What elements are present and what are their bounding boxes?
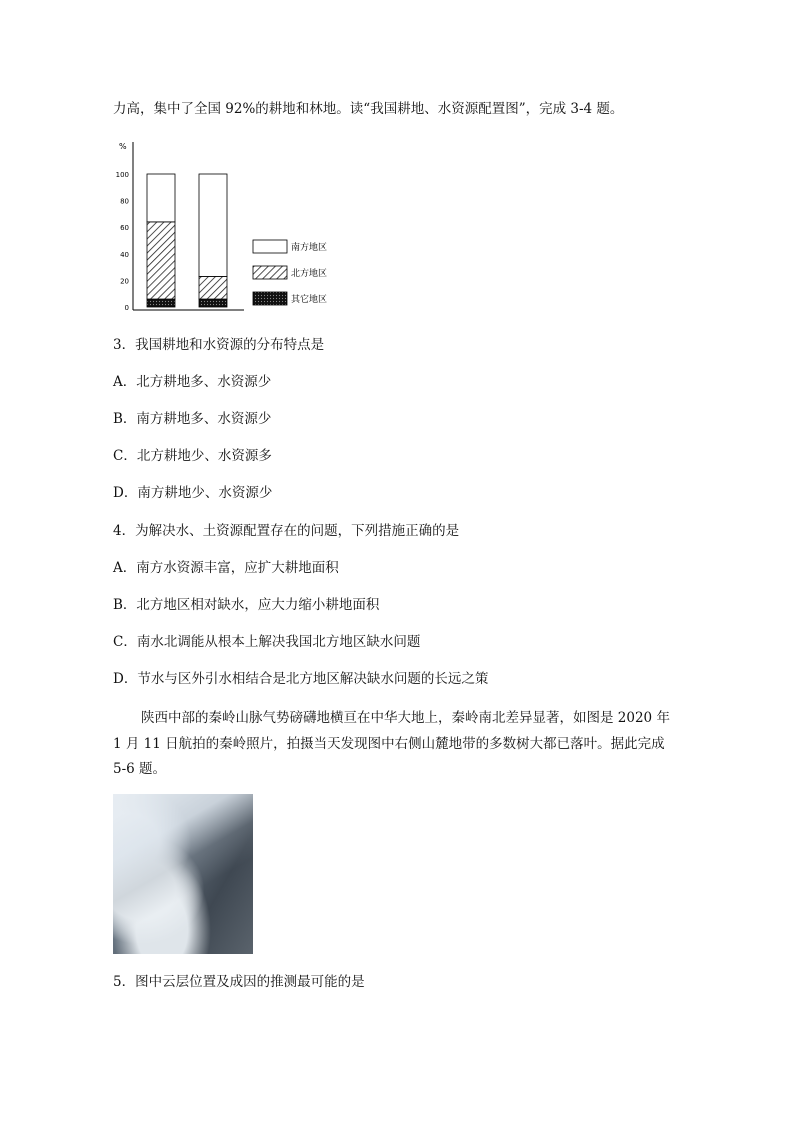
q4-stem: 4．为解决水、土资源配置存在的问题，下列措施正确的是 (113, 523, 460, 539)
legend-label: 其它地区 (291, 295, 328, 305)
passage-line-1: 陕西中部的秦岭山脉气势磅礴地横亘在中华大地上，秦岭南北差异显著，如图是 2020 年 (141, 710, 670, 726)
passage-line-2: 1 月 11 日航拍的秦岭照片，拍摄当天发现图中右侧山麓地带的多数树大都已落叶。据此完成 (113, 736, 665, 752)
bar-segment (199, 276, 227, 299)
q3-stem: 3．我国耕地和水资源的分布特点是 (113, 337, 325, 353)
qinling-aerial-photo (113, 794, 253, 954)
water-land-chart (113, 138, 373, 318)
bar-segment (147, 299, 175, 307)
intro-line: 力高，集中了全国 92%的耕地和林地。读“我国耕地、水资源配置图”，完成 3-4 题。 (113, 101, 624, 117)
q3-option-d: D．南方耕地少、水资源少 (113, 485, 273, 501)
legend-label: 北方地区 (291, 269, 328, 279)
bar-segment (199, 299, 227, 307)
legend-swatch (253, 240, 287, 253)
y-tick-label: 20 (120, 277, 129, 286)
bar-segment (147, 222, 175, 299)
legend-swatch (253, 266, 287, 279)
bar-segment (199, 174, 227, 276)
y-tick-label: 0 (124, 304, 129, 312)
y-tick-label: 40 (120, 250, 129, 259)
q4-option-c: C．南水北调能从根本上解决我国北方地区缺水问题 (113, 634, 421, 650)
y-tick-label: 80 (120, 197, 129, 206)
y-tick-label: 60 (120, 224, 129, 233)
bar-segment (147, 174, 175, 222)
q4-option-d: D．节水与区外引水相结合是北方地区解决缺水问题的长远之策 (113, 671, 489, 687)
y-axis-label: % (119, 142, 127, 151)
legend-swatch (253, 292, 287, 305)
y-tick-label: 100 (115, 171, 129, 179)
q4-option-b: B．北方地区相对缺水，应大力缩小耕地面积 (113, 597, 380, 613)
q4-option-a: A．南方水资源丰富，应扩大耕地面积 (113, 560, 339, 576)
q5-stem: 5．图中云层位置及成因的推测最可能的是 (113, 974, 365, 990)
q3-option-c: C．北方耕地少、水资源多 (113, 448, 272, 464)
passage-line-3: 5-6 题。 (113, 761, 167, 777)
q3-option-a: A．北方耕地多、水资源少 (113, 374, 272, 390)
q3-option-b: B．南方耕地多、水资源少 (113, 411, 272, 427)
legend-label: 南方地区 (291, 243, 328, 253)
